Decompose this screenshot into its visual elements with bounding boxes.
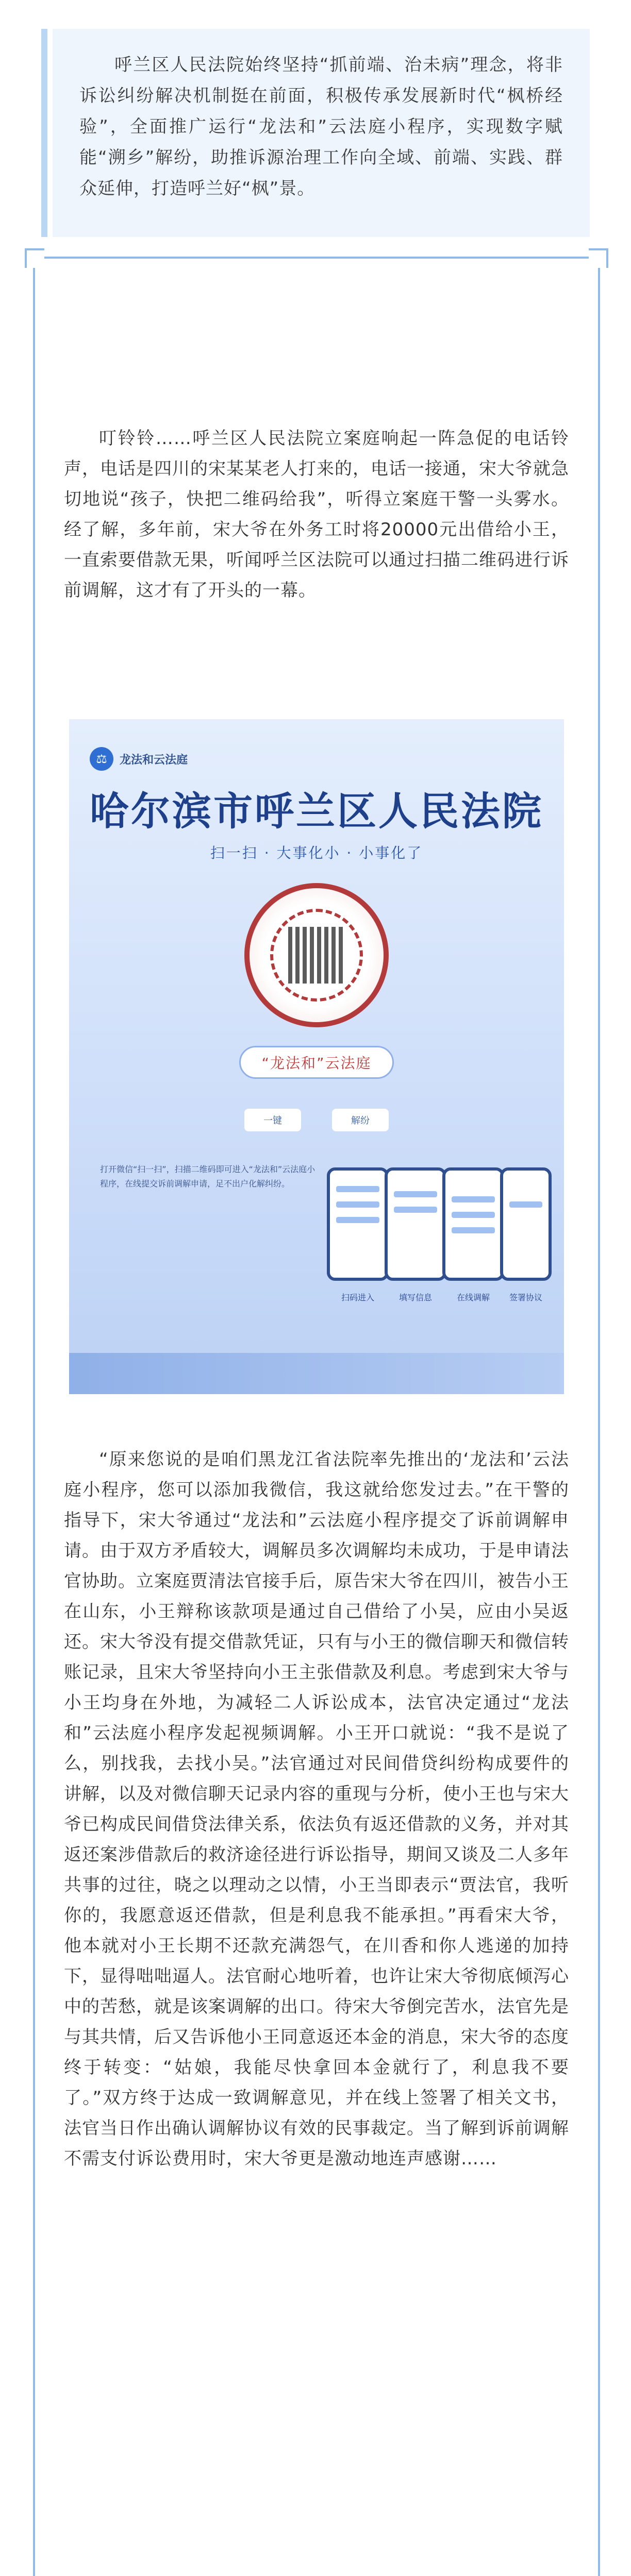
frame-corner-top-left bbox=[25, 248, 44, 268]
phone-screen-1 bbox=[327, 1167, 389, 1281]
phone-bar bbox=[336, 1201, 379, 1208]
phone-bar bbox=[509, 1201, 542, 1208]
poster-step-2: 填写信息 bbox=[398, 1293, 432, 1302]
poster-description: 打开微信“扫一扫”，扫描二维码即可进入“龙法和”云法庭小程序，在线提交诉前调解申请，足不出户化解纠纷。 bbox=[100, 1164, 315, 1189]
poster-step-4: 签署协议 bbox=[509, 1293, 542, 1302]
poster-logo-text: 龙法和云法庭 bbox=[120, 753, 188, 767]
phone-bar bbox=[452, 1227, 495, 1233]
qr-code-badge bbox=[244, 883, 389, 1027]
intro-accent-bar bbox=[41, 29, 47, 237]
phone-bar bbox=[452, 1196, 495, 1202]
poster-logo bbox=[90, 746, 188, 772]
poster-pill-label: “龙法和”云法庭 bbox=[239, 1046, 394, 1079]
phone-screen-3 bbox=[442, 1167, 504, 1281]
story-paragraph-1: 叮铃铃……呼兰区人民法院立案庭响起一阵急促的电话铃声，电话是四川的宋某某老人打来的，电话一接通，宋大爷就急切地说“孩子，快把二维码给我”，听得立案庭干警一头雾水。经了解，多年前，宋大爷在外务工时将20000元出借给小王，一直索要借款无果，听闻呼兰区法院可以通过扫描二维码进行诉前调解，这才有了开头的一幕。 bbox=[64, 428, 569, 601]
intro-box bbox=[53, 29, 590, 237]
intro-text: 呼兰区人民法院始终坚持“抓前端、治未病”理念，将非诉讼纠纷解决机制挺在前面，积极传承发展新时代“枫桥经验”，全面推广运行“龙法和”云法庭小程序，实现数字赋能“溯乡”解纷，助推诉源治理工作向全域、前端、实践、群众延伸，打造呼兰好“枫”景。 bbox=[79, 55, 563, 199]
phone-screen-4 bbox=[500, 1167, 552, 1281]
story-paragraph-2: “原来您说的是咱们黑龙江省法院率先推出的‘龙法和’云法庭小程序，您可以添加我微信，我这就给您发过去。”在干警的指导下，宋大爷通过“龙法和”云法庭小程序提交了诉前调解申请。由于双方矛盾较大，调解员多次调解均未成功，于是申请法官协助。立案庭贾清法官接手后，原告宋大爷在四川，被告小王在山东，小王辩称该款项是通过自己借给了小吴，应由小吴返还。宋大爷没有提交借款凭证，只有与小王的微信聊天和微信转账记录，且宋大爷坚持向小王主张借款及利息。考虑到宋大爷与小王均身在外地，为减轻二人诉讼成本，法官决定通过“龙法和”云法庭小程序发起视频调解。小王开口就说：“我不是说了么，别找我，去找小吴。”法官通过对民间借贷纠纷构成要件的讲解，以及对微信聊天记录内容的重现与分析，使小王也与宋大爷已构成民间借贷法律关系，依法负有返还借款的义务，并对其返还案涉借款后的救济途径进行诉讼指导，期间又谈及二人多年共事的过往，晓之以理动之以情，小王当即表示“贾法官，我听你的，我愿意返还借款，但是利息我不能承担。”再看宋大爷，他本就对小王长期不还款充满怨气，在川香和你人逃递的加持下，显得咄咄逼人。法官耐心地听着，也许让宋大爷彻底倾泻心中的苦愁，就是该案调解的出口。待宋大爷倒完苦水，法官先是与其共情，后又告诉他小王同意返还本金的消息，宋大爷的态度终于转变：“姑娘，我能尽快拿回本金就行了，利息我不要了。”双方终于达成一致调解意见，并在线上签署了相关文书，法官当日作出确认调解协议有效的民事裁定。当了解到诉前调解不需支付诉讼费用时，宋大爷更是激动地连声感谢…… bbox=[64, 1449, 569, 2169]
poster-title: 哈尔滨市呼兰区人民法院 bbox=[90, 788, 543, 834]
poster-slogan: 扫一扫 · 大事化小 · 小事化了 bbox=[210, 844, 423, 861]
intro-section bbox=[41, 29, 590, 237]
phone-bar bbox=[452, 1212, 495, 1218]
poster-flow-b: 解纷 bbox=[332, 1109, 389, 1131]
court-emblem-icon: ⚖ bbox=[90, 747, 113, 771]
poster-flow bbox=[224, 1096, 409, 1146]
phone-screen-2 bbox=[385, 1167, 446, 1281]
poster-footer-band bbox=[69, 1353, 564, 1394]
phone-bar bbox=[394, 1207, 437, 1213]
poster-step-1: 扫码进入 bbox=[341, 1293, 374, 1302]
frame-corner-top-right bbox=[589, 248, 608, 268]
poster-step-3: 在线调解 bbox=[456, 1293, 490, 1302]
phone-bar bbox=[336, 1217, 379, 1223]
court-poster-image bbox=[69, 719, 564, 1394]
phone-bar bbox=[336, 1186, 379, 1192]
phone-bar bbox=[394, 1191, 437, 1197]
poster-flow-a: 一键 bbox=[244, 1109, 301, 1131]
qr-code-icon bbox=[288, 927, 345, 984]
